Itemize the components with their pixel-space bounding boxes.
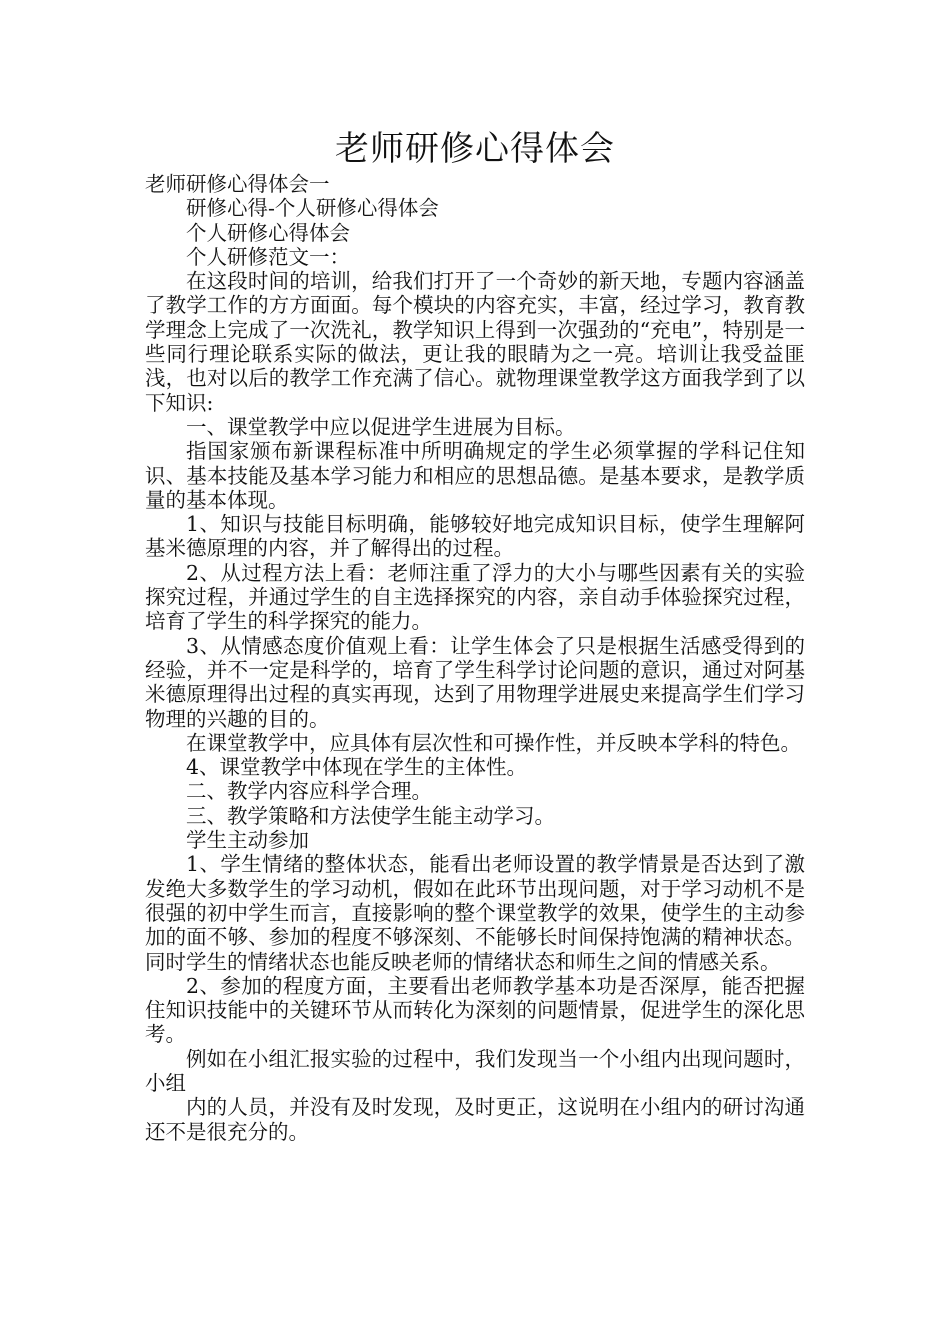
body-paragraph: 一、课堂教学中应以促进学生进展为目标。 [186, 414, 576, 439]
body-paragraph: 个人研修范文一： [186, 244, 350, 269]
body-paragraph: 研修心得-个人研修心得体会 [186, 196, 439, 221]
body-paragraph: 在课堂教学中，应具体有层次性和可操作性，并反映本学科的特色。 [186, 730, 801, 755]
body-paragraph: 老师研修心得体会一 [145, 172, 330, 196]
body-paragraph: 在这段时间的培训，给我们打开了一个奇妙的新天地，专题内容涵盖了教学工作的方方面面。每个模块的内容充实，丰富，经过学习，教育教学理念上完成了一次洗礼，教学知识上得到一次强劲的“充电”，特别是一些同行理论联系实际的做法，更让我的眼睛为之一亮。培训让我受益匪浅，也对以后的教学工作充满了信心。就物理课堂教学这方面我学到了以下知识: [145, 269, 805, 415]
body-paragraph: 2、参加的程度方面，主要看出老师教学基本功是否深厚，能否把握住知识技能中的关键环节从而转化为深刻的问题情景，促进学生的深化思考。 [145, 973, 805, 1047]
body-paragraph: 4、课堂教学中体现在学生的主体性。 [186, 755, 528, 780]
body-paragraph: 学生主动参加 [186, 828, 309, 853]
body-paragraph: 例如在小组汇报实验的过程中，我们发现当一个小组内出现问题时，小组 [145, 1046, 805, 1095]
body-paragraph: 3、从情感态度价值观上看：让学生体会了只是根据生活感受得到的经验，并不一定是科学的，培育了学生科学讨论问题的意识，通过对阿基米德原理得出过程的真实再现，达到了用物理学进展史来提高学生们学习物理的兴趣的目的。 [145, 633, 805, 731]
document-body [145, 172, 805, 1144]
document-title: 老师研修心得体会 [335, 129, 615, 169]
body-paragraph: 个人研修心得体会 [186, 220, 350, 245]
body-paragraph: 指国家颁布新课程标准中所明确规定的学生必须掌握的学科记住知识、基本技能及基本学习能力和相应的思想品德。是基本要求，是教学质量的基本体现。 [145, 439, 805, 512]
body-paragraph: 内的人员，并没有及时发现，及时更正，这说明在小组内的研讨沟通还不是很充分的。 [145, 1095, 805, 1144]
body-paragraph: 三、教学策略和方法使学生能主动学习。 [186, 803, 555, 828]
body-paragraph: 二、教学内容应科学合理。 [186, 779, 432, 804]
body-paragraph: 1、知识与技能目标明确，能够较好地完成知识目标，使学生理解阿基米德原理的内容，并了解得出的过程。 [145, 512, 805, 561]
body-paragraph: 2、从过程方法上看：老师注重了浮力的大小与哪些因素有关的实验探究过程，并通过学生的自主选择探究的内容，亲自动手体验探究过程，培育了学生的科学探究的能力。 [145, 560, 805, 634]
body-paragraph: 1、学生情绪的整体状态，能看出老师设置的教学情景是否达到了激发绝大多数学生的学习动机，假如在此环节出现问题，对于学习动机不是很强的初中学生而言，直接影响的整个课堂教学的效果，使学生的主动参加的面不够、参加的程度不够深刻、不能够长时间保持饱满的精神状态。同时学生的情绪状态也能反映老师的情绪状态和师生之间的情感关系。 [145, 852, 805, 974]
